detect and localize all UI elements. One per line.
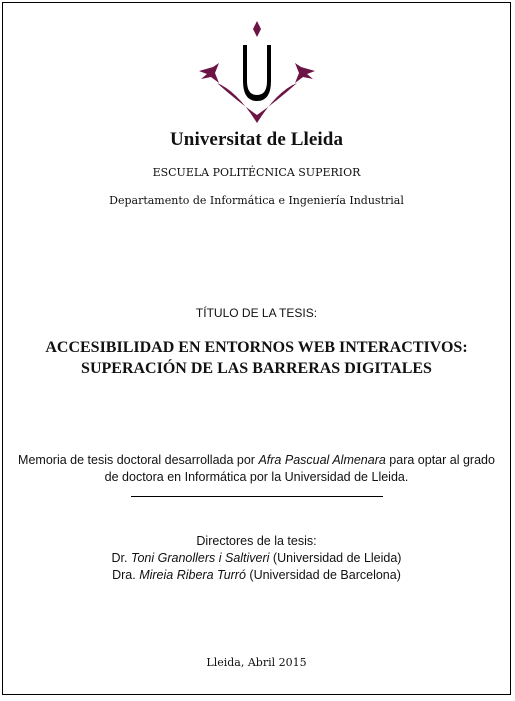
memoir-text-1: Memoria de tesis doctoral desarrollada por xyxy=(18,453,259,467)
memoir-line-1 xyxy=(17,452,496,469)
school-name: ESCUELA POLITÉCNICA SUPERIOR xyxy=(152,166,361,179)
director-1-name: Toni Granollers i Saltiveri xyxy=(130,551,270,565)
director-2-affiliation: (Universidad de Barcelona) xyxy=(245,568,401,582)
director-2-title: Dra. xyxy=(112,568,140,582)
memoir-text-2: para optar al grado xyxy=(385,453,495,467)
director-1-title: Dr. xyxy=(111,551,131,565)
director-2-name: Mireia Ribera Turró xyxy=(139,568,246,582)
department-name: Departamento de Informática e Ingeniería Industrial xyxy=(109,194,404,207)
memoir-statement xyxy=(17,452,496,486)
thesis-title xyxy=(3,337,510,379)
thesis-title-line-2: SUPERACIÓN DE LAS BARRERAS DIGITALES xyxy=(81,360,432,377)
thesis-cover-page xyxy=(2,2,511,695)
university-emblem-icon xyxy=(193,19,321,125)
author-name: Afra Pascual Almenara xyxy=(258,453,386,467)
director-2 xyxy=(3,567,510,584)
directors-heading: Directores de la tesis: xyxy=(196,534,317,548)
thesis-title-line-1: ACCESIBILIDAD EN ENTORNOS WEB INTERACTIVOS: xyxy=(45,339,468,356)
director-1-affiliation: (Universidad de Lleida) xyxy=(269,551,402,565)
director-1 xyxy=(3,550,510,567)
thesis-directors xyxy=(3,533,510,584)
university-name: Universitat de Lleida xyxy=(169,129,344,150)
memoir-line-2: de doctora en Informática por la Universidad de Lleida. xyxy=(104,470,409,484)
divider-line xyxy=(131,496,383,497)
thesis-title-label: TÍTULO DE LA TESIS: xyxy=(195,306,318,320)
place-and-date: Lleida, Abril 2015 xyxy=(206,656,307,669)
